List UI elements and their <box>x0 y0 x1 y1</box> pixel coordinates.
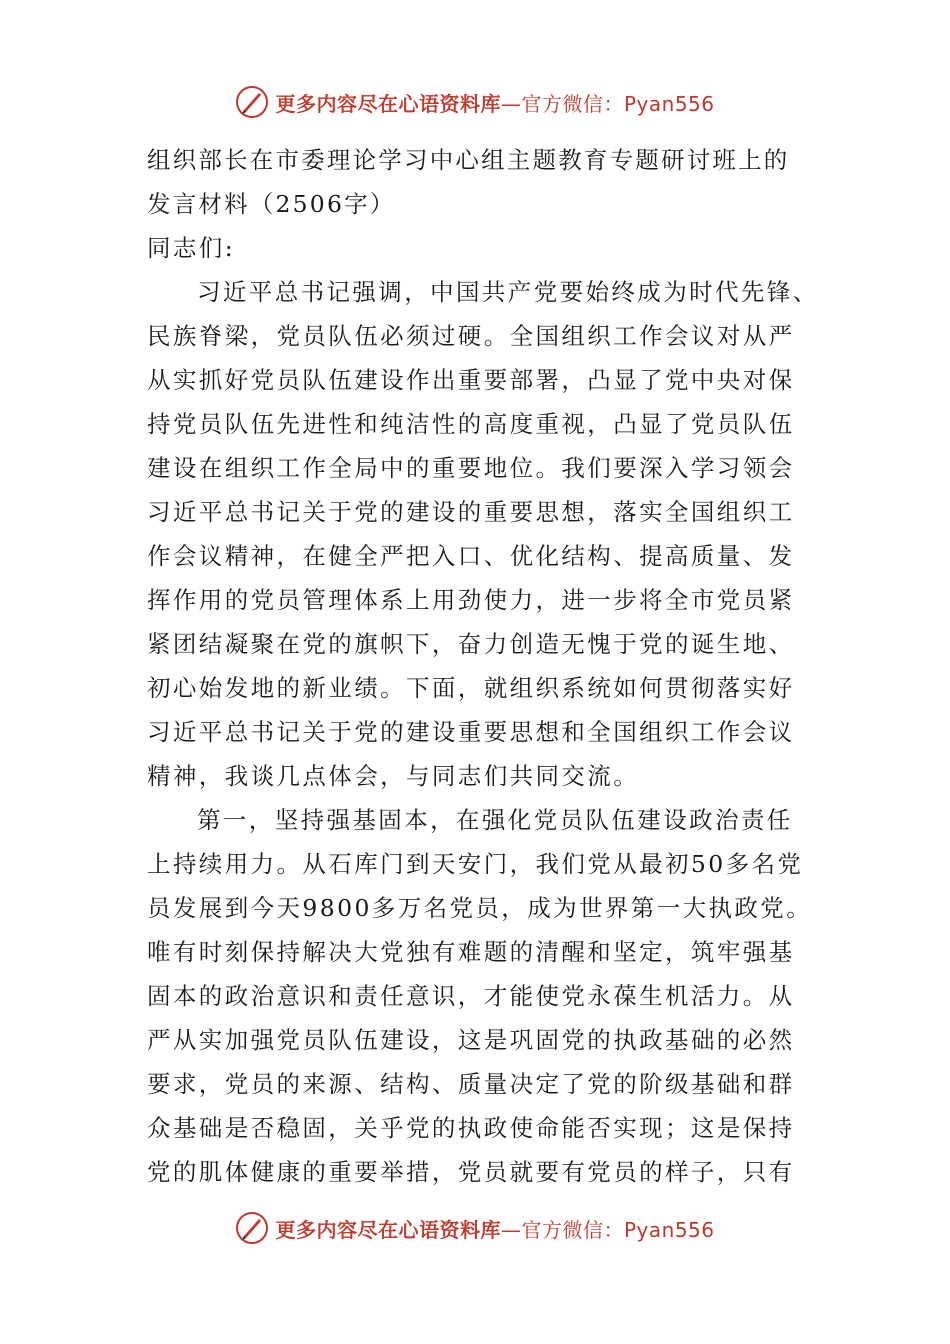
watermark-handle: Pyan556 <box>623 1217 715 1242</box>
paragraph-line: 建设在组织工作全局中的重要地位。我们要深入学习领会 <box>147 454 795 482</box>
quill-logo-icon <box>235 85 269 119</box>
paragraph-line: 员发展到今天9800多万名党员，成为世界第一大执政党。 <box>147 894 813 922</box>
paragraph-line: 众基础是否稳固，关乎党的执政使命能否实现；这是保持 <box>147 1114 795 1142</box>
paragraph-line: 作会议精神，在健全严把入口、优化结构、提高质量、发 <box>147 542 795 570</box>
header-watermark <box>0 82 950 122</box>
watermark-label: 官方微信： <box>521 91 624 116</box>
paragraph-line: 从实抓好党员队伍建设作出重要部署，凸显了党中央对保 <box>147 366 795 394</box>
paragraph-line: 精神，我谈几点体会，与同志们共同交流。 <box>147 762 640 790</box>
paragraph-line: 挥作用的党员管理体系上用劲使力，进一步将全市党员紧 <box>147 586 795 614</box>
salutation: 同志们: <box>147 234 236 262</box>
paragraph-line: 持党员队伍先进性和纯洁性的高度重视，凸显了党员队伍 <box>147 410 795 438</box>
watermark-brand: 更多内容尽在心语资料库 <box>275 91 501 116</box>
paragraph-line: 民族脊梁，党员队伍必须过硬。全国组织工作会议对从严 <box>147 322 795 350</box>
paragraph-line: 第一，坚持强基固本，在强化党员队伍建设政治责任 <box>197 806 793 834</box>
paragraph-line: 上持续用力。从石库门到天安门，我们党从最初50多名党 <box>147 850 804 878</box>
watermark-separator: — <box>500 91 522 116</box>
paragraph-2 <box>147 798 812 1194</box>
quill-logo-icon <box>235 1211 269 1245</box>
document-body <box>147 138 819 1194</box>
paragraph-line: 固本的政治意识和责任意识，才能使党永葆生机活力。从 <box>147 982 795 1010</box>
watermark-label: 官方微信： <box>521 1217 624 1242</box>
watermark-brand: 更多内容尽在心语资料库 <box>275 1217 501 1242</box>
paragraph-line: 要求，党员的来源、结构、质量决定了党的阶级基础和群 <box>147 1070 795 1098</box>
document-title-line-1: 组织部长在市委理论学习中心组主题教育专题研讨班上的 <box>147 146 790 174</box>
paragraph-line: 习近平总书记关于党的建设的重要思想，落实全国组织工 <box>147 498 795 526</box>
paragraph-line: 严从实加强党员队伍建设，这是巩固党的执政基础的必然 <box>147 1026 795 1054</box>
paragraph-line: 唯有时刻保持解决大党独有难题的清醒和坚定，筑牢强基 <box>147 938 795 966</box>
paragraph-1 <box>147 270 819 798</box>
paragraph-line: 习近平总书记关于党的建设重要思想和全国组织工作会议 <box>147 718 795 746</box>
footer-watermark <box>0 1208 950 1248</box>
paragraph-line: 党的肌体健康的重要举措，党员就要有党员的样子，只有 <box>147 1158 795 1186</box>
paragraph-line: 紧团结凝聚在党的旗帜下，奋力创造无愧于党的诞生地、 <box>147 630 795 658</box>
watermark-separator: — <box>500 1217 522 1242</box>
watermark-text <box>275 1214 714 1243</box>
paragraph-line: 初心始发地的新业绩。下面，就组织系统如何贯彻落实好 <box>147 674 795 702</box>
watermark-handle: Pyan556 <box>623 91 715 116</box>
watermark-text <box>275 88 714 117</box>
document-title-line-2: 发言材料（2506字） <box>147 190 396 218</box>
paragraph-line: 习近平总书记强调，中国共产党要始终成为时代先锋、 <box>197 278 819 306</box>
